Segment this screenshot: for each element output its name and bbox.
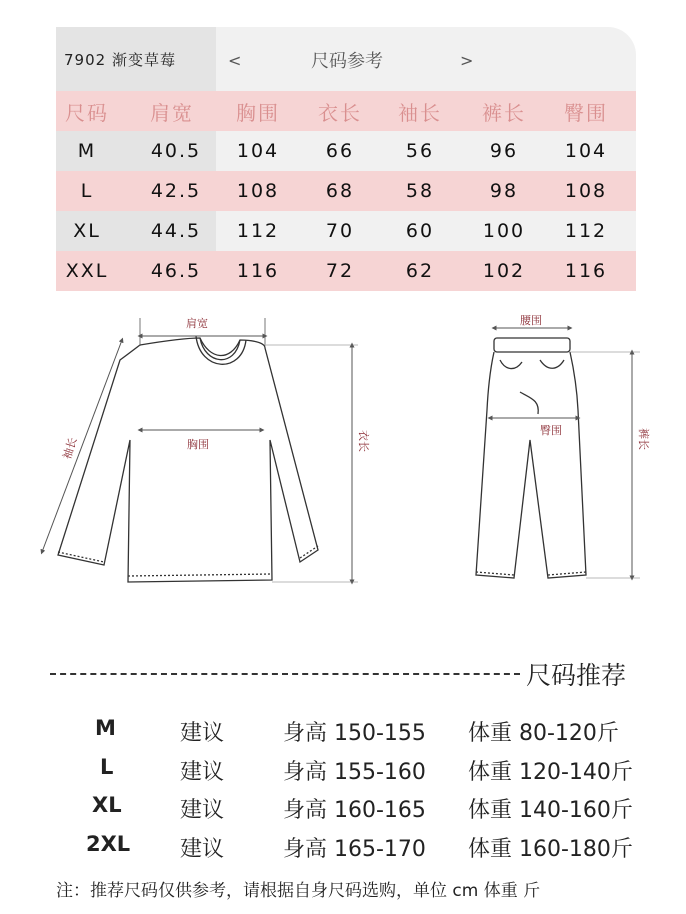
table-cell: 70 xyxy=(325,220,355,242)
rec-size: 2XL xyxy=(86,832,131,856)
rec-height: 身高 155-160 xyxy=(283,760,426,785)
rec-size: L xyxy=(100,755,114,779)
rec-height: 身高 160-165 xyxy=(283,798,426,823)
table-cell: 60 xyxy=(405,220,435,242)
length-label: 衣长 xyxy=(357,430,370,452)
header-sleeve: 袖长 xyxy=(398,100,442,125)
rec-height: 身高 150-155 xyxy=(283,721,426,746)
sleeve-label: 袖长 xyxy=(60,435,80,461)
table-cell: 62 xyxy=(405,260,435,282)
header-size: 尺码 xyxy=(65,100,109,125)
header-shoulder: 肩宽 xyxy=(150,100,194,125)
chest-label: 胸围 xyxy=(187,438,209,451)
rec-suggest: 建议 xyxy=(180,837,225,862)
garment-diagram xyxy=(0,300,686,600)
hip-label: 臀围 xyxy=(540,424,562,437)
table-cell: 102 xyxy=(482,260,526,282)
waist-label: 腰围 xyxy=(520,314,542,327)
table-cell: 68 xyxy=(325,180,355,202)
table-cell: 42.5 xyxy=(150,180,202,202)
size-table-column-headers xyxy=(56,91,636,131)
table-cell: 116 xyxy=(564,260,608,282)
rec-weight: 体重 140-160斤 xyxy=(468,798,633,823)
table-cell: 66 xyxy=(325,140,355,162)
table-cell: L xyxy=(80,180,94,202)
size-table-title: 尺码参考 xyxy=(311,51,383,72)
product-code: 7902 渐变草莓 xyxy=(56,27,216,91)
table-row xyxy=(56,211,636,251)
recommendation-row xyxy=(0,716,686,754)
header-pants-length: 裤长 xyxy=(482,100,526,125)
shoulder-label: 肩宽 xyxy=(186,317,208,330)
rec-weight: 体重 80-120斤 xyxy=(468,721,619,746)
table-cell: 58 xyxy=(405,180,435,202)
dashed-divider xyxy=(50,673,520,675)
pants-garment-outline xyxy=(476,338,586,578)
table-cell: M xyxy=(77,140,97,162)
rec-weight: 体重 120-140斤 xyxy=(468,760,633,785)
table-cell: 72 xyxy=(325,260,355,282)
rec-size: XL xyxy=(92,793,122,817)
rec-size: M xyxy=(95,716,116,740)
size-note: 注：推荐尺码仅供参考，请根据自身尺码选购，单位 cm 体重 斤 xyxy=(56,881,541,901)
size-table xyxy=(56,27,636,291)
table-cell: 112 xyxy=(236,220,280,242)
rec-suggest: 建议 xyxy=(180,721,225,746)
table-row xyxy=(56,251,636,291)
recommendation-row xyxy=(0,755,686,793)
table-row xyxy=(56,131,636,171)
table-cell: 40.5 xyxy=(150,140,202,162)
table-cell: 98 xyxy=(489,180,519,202)
table-row xyxy=(56,171,636,211)
table-cell: 100 xyxy=(482,220,526,242)
rec-weight: 体重 160-180斤 xyxy=(468,837,633,862)
header-length: 衣长 xyxy=(318,100,362,125)
table-cell: XL xyxy=(73,220,101,242)
prev-arrow-button[interactable]: < xyxy=(228,51,242,70)
table-cell: XXL xyxy=(65,260,109,282)
recommendation-row xyxy=(0,793,686,831)
size-table-header xyxy=(56,27,636,91)
header-hip: 臀围 xyxy=(564,100,608,125)
rec-height: 身高 165-170 xyxy=(283,837,426,862)
table-cell: 104 xyxy=(564,140,608,162)
header-chest: 胸围 xyxy=(236,100,280,125)
table-cell: 56 xyxy=(405,140,435,162)
rec-suggest: 建议 xyxy=(180,760,225,785)
table-cell: 108 xyxy=(236,180,280,202)
next-arrow-button[interactable]: > xyxy=(460,51,474,70)
table-cell: 104 xyxy=(236,140,280,162)
table-cell: 108 xyxy=(564,180,608,202)
table-cell: 116 xyxy=(236,260,280,282)
recommendation-title: 尺码推荐 xyxy=(526,661,627,690)
recommendation-row xyxy=(0,832,686,870)
table-cell: 44.5 xyxy=(150,220,202,242)
rec-suggest: 建议 xyxy=(180,798,225,823)
table-cell: 96 xyxy=(489,140,519,162)
pants-length-label: 裤长 xyxy=(637,428,650,450)
top-garment-outline xyxy=(58,336,318,582)
table-cell: 46.5 xyxy=(150,260,202,282)
table-cell: 112 xyxy=(564,220,608,242)
